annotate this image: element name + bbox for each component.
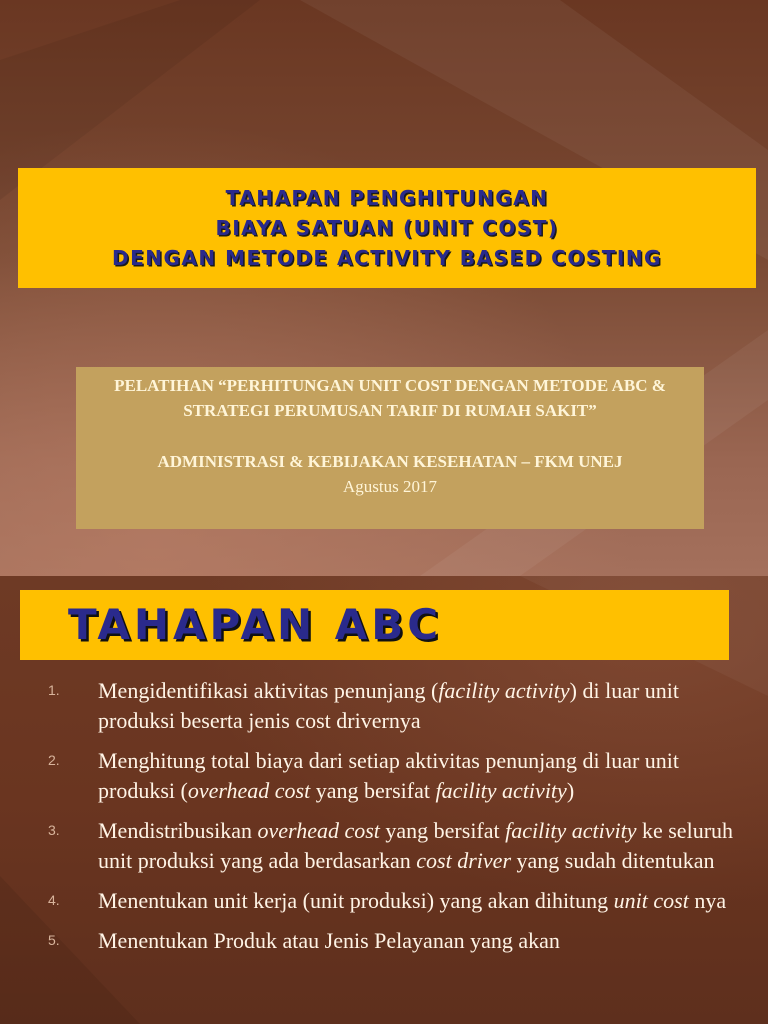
list-item-number: 3. — [48, 822, 60, 838]
list-item-term: cost driver — [416, 848, 511, 873]
info-line-4: Agustus 2017 — [343, 477, 437, 496]
list-item — [0, 926, 768, 956]
list-item-term: unit cost — [613, 888, 689, 913]
list-item-term: facility activity — [435, 778, 567, 803]
heading-banner — [20, 590, 729, 660]
title-line-1: TAHAPAN PENGHITUNGAN — [225, 186, 549, 210]
title-line-3: DENGAN METODE ACTIVITY BASED COSTING — [112, 246, 662, 270]
list-item-text — [98, 816, 748, 876]
list-item-segment: ) — [566, 778, 575, 803]
list-item-number: 1. — [48, 682, 60, 698]
title-banner — [18, 168, 756, 288]
list-item-segment: Menghitung total biaya dari setiap aktivitas penunjang di luar unit produksi ( — [98, 748, 680, 803]
list-item-term: overhead cost — [187, 778, 311, 803]
list-item-term: facility activity — [505, 818, 637, 843]
info-line-2: STRATEGI PERUMUSAN TARIF DI RUMAH SAKIT” — [183, 401, 597, 420]
list-item-term: facility activity — [438, 678, 570, 703]
training-info-box — [76, 367, 704, 529]
list-item-segment: Menentukan unit kerja (unit produksi) yang akan dihitung — [98, 888, 614, 913]
title-line-2: BIAYA SATUAN (UNIT COST) — [215, 216, 559, 240]
list-item-segment: yang bersifat — [310, 778, 436, 803]
list-item-number: 2. — [48, 752, 60, 768]
info-line-3: ADMINISTRASI & KEBIJAKAN KESEHATAN – FKM UNEJ — [157, 452, 623, 471]
list-item-text — [98, 676, 748, 736]
list-item-segment: nya — [688, 888, 727, 913]
list-item-segment: ke seluruh unit produksi yang ada berdasarkan — [98, 818, 734, 873]
abc-steps-slide — [0, 576, 768, 1024]
list-item — [0, 886, 768, 916]
list-item-term: overhead cost — [257, 818, 380, 843]
list-item-text — [98, 926, 748, 956]
list-item-segment: ) di luar unit produksi beserta jenis cost drivernya — [98, 678, 680, 733]
steps-list — [0, 676, 768, 966]
list-item — [0, 816, 768, 876]
list-item-segment: Mendistribusikan — [98, 818, 258, 843]
list-item-number: 5. — [48, 932, 60, 948]
list-item — [0, 676, 768, 736]
list-item-segment: yang bersifat — [379, 818, 506, 843]
list-item-segment: Mengidentifikasi aktivitas penunjang ( — [98, 678, 439, 703]
list-item-text — [98, 746, 748, 806]
info-line-1: PELATIHAN “PERHITUNGAN UNIT COST DENGAN METODE ABC & — [114, 376, 666, 395]
list-item-segment: yang sudah ditentukan — [511, 848, 715, 873]
slide-heading: TAHAPAN ABC — [68, 600, 443, 649]
list-item-segment: Menentukan Produk atau Jenis Pelayanan yang akan — [98, 928, 560, 953]
list-item-number: 4. — [48, 892, 60, 908]
list-item-text — [98, 886, 748, 916]
list-item — [0, 746, 768, 806]
